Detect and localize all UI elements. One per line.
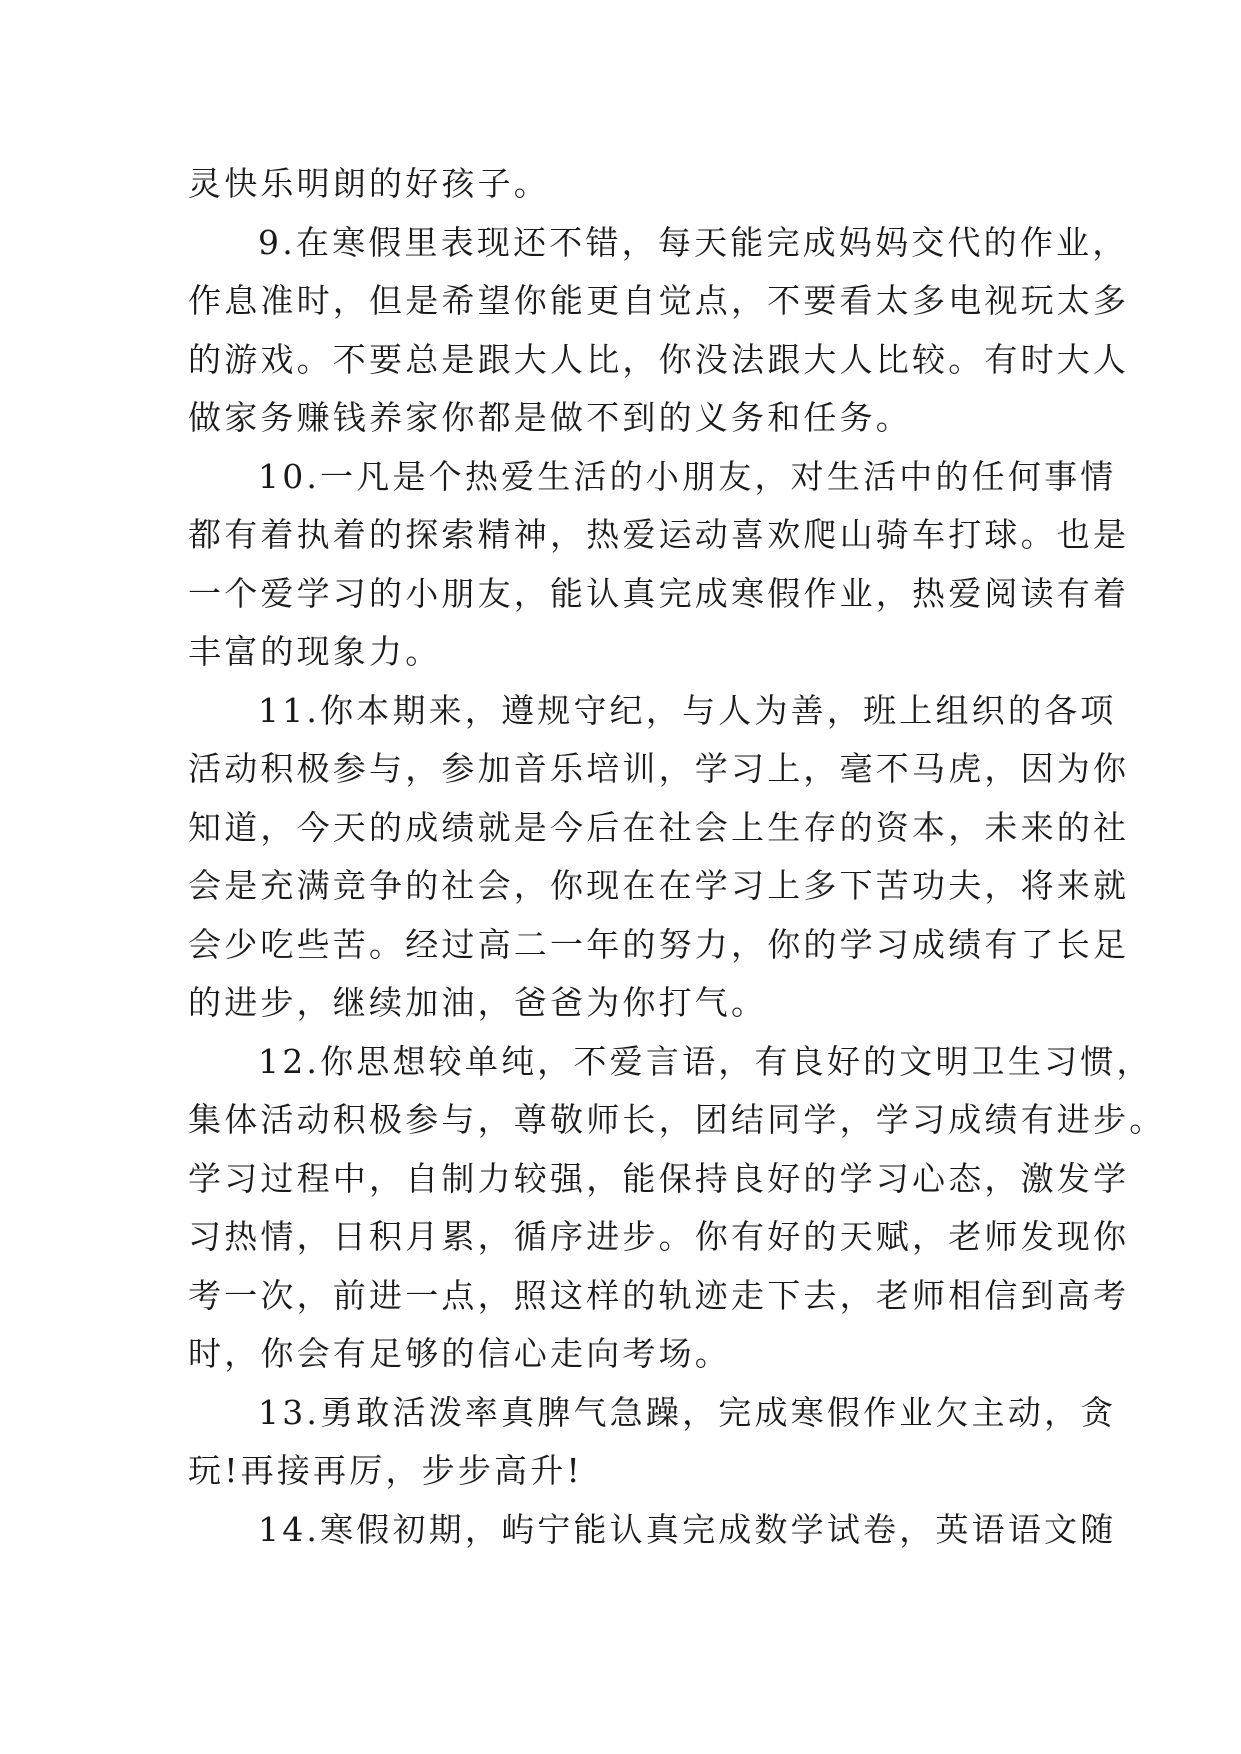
text-line: 习热情，日积月累，循序进步。你有好的天赋，老师发现你 [188,1217,1130,1256]
text-line: 作息准时，但是希望你能更自觉点，不要看太多电视玩太多 [188,281,1130,320]
text-line: 知道，今天的成绩就是今后在社会上生存的资本，未来的社 [188,807,1130,847]
document-body [188,155,1166,1559]
text-line: 灵快乐明朗的好孩子。 [188,164,550,203]
text-line: 丰富的现象力。 [188,632,442,671]
paragraph-continuation [188,155,1048,214]
text-line: 学习过程中，自制力较强，能保持良好的学习心态，激发学 [188,1158,1130,1198]
text-line: 14.寒假初期，屿宁能认真完成数学试卷，英语语文随 [258,1509,1117,1549]
text-line: 12.你思想较单纯，不爱言语，有良好的文明卫生习惯， [258,1041,1153,1081]
text-line: 都有着执着的探索精神，热爱运动喜欢爬山骑车打球。也是 [188,515,1130,554]
text-line: 的游戏。不要总是跟大人比，你没法跟大人比较。有时大人 [188,339,1130,379]
text-line: 考一次，前进一点，照这样的轨迹走下去，老师相信到高考 [188,1275,1130,1315]
text-line: 活动积极参与，参加音乐培训，学习上，毫不马虎，因为你 [188,749,1130,788]
text-line: 9.在寒假里表现还不错，每天能完成妈妈交代的作业， [258,222,1129,262]
paragraph-item-9 [188,214,1130,448]
text-line: 10.一凡是个热爱生活的小朋友，对生活中的任何事情 [258,456,1117,496]
text-line: 集体活动积极参与，尊敬师长，团结同学，学习成绩有进步。 [188,1100,1166,1139]
paragraph-item-14 [188,1501,1117,1560]
text-line: 的进步，继续加油，爸爸为你打气。 [188,983,768,1022]
paragraph-item-13 [188,1384,1117,1501]
text-line: 13.勇敢活泼率真脾气急躁，完成寒假作业欠主动，贪 [258,1392,1117,1432]
paragraph-item-11 [188,682,1130,1033]
text-line: 会少吃些苦。经过高二一年的努力，你的学习成绩有了长足 [188,924,1130,964]
text-line: 做家务赚钱养家你都是做不到的义务和任务。 [188,398,912,437]
text-line: 玩!再接再厉，步步高升! [188,1451,583,1490]
text-line: 会是充满竞争的社会，你现在在学习上多下苦功夫，将来就 [188,866,1130,905]
paragraph-item-10 [188,448,1130,682]
text-line: 时，你会有足够的信心走向考场。 [188,1334,731,1373]
paragraph-item-12 [188,1033,1166,1384]
text-line: 11.你本期来，遵规守纪，与人为善，班上组织的各项 [258,690,1117,730]
text-line: 一个爱学习的小朋友，能认真完成寒假作业，热爱阅读有着 [188,573,1130,613]
